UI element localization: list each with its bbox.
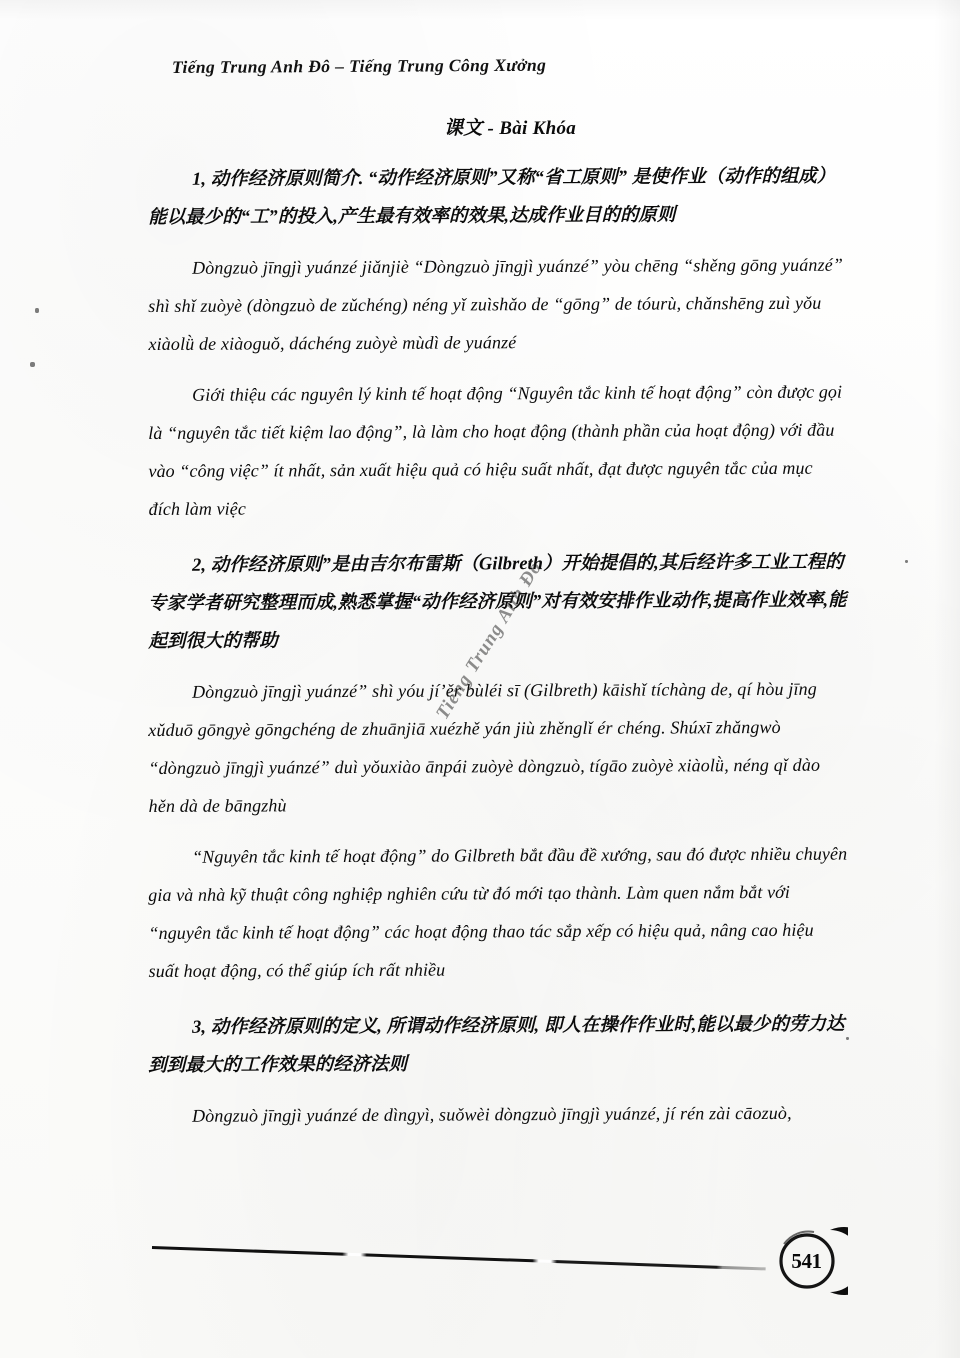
paragraph-vi-3: Giới thiệu các nguyên lý kinh tế hoạt động “Nguyên tắc kinh tế hoạt động” còn được gọi là “nguyên tắc tiết kiệm lao động”, là làm cho hoạt động (thành phần của hoạt động) với đầu vào “công việc” ít nhất, sản xuất hiệu quả có hiệu suất nhất, đạt được nguyên tắc của mục đích làm việc xyxy=(148,381,843,519)
page-number-ornament xyxy=(770,1222,848,1300)
page-number: 541 xyxy=(791,1248,822,1273)
paragraph-zh-4: 2, 动作经济原则”是由吉尔布雷斯（Gilbreth）开始提倡的,其后经许多工业工程的专家学者研究整理而成,熟悉掌握“动作经济原则”对有效安排作业动作,提高作业效率,能起到很大的帮助 xyxy=(148,551,847,651)
scan-speckle xyxy=(905,560,908,563)
running-header: Tiếng Trung Anh Đô – Tiếng Trung Công Xưởng xyxy=(171,54,547,77)
paragraph-zh-7: 3, 动作经济原则的定义, 所谓动作经济原则, 即人在操作作业时,能以最少的劳力达到到最大的工作效果的经济法则 xyxy=(148,1013,845,1075)
scan-shadow-right xyxy=(934,0,960,1358)
scan-speckle xyxy=(35,308,39,313)
body-text-column xyxy=(148,160,848,1148)
scan-shadow-top xyxy=(0,0,960,20)
paragraph-py-2: Dòngzuò jīngjì yuánzé jiǎnjiè “Dòngzuò jīngjì yuánzé” yòu chēng “shěng gōng yuánzé” shì shǐ zuòyè (dòngzuò de zǔchéng) néng yǐ zuìshǎo de “gōng” de tóurù, chǎnshēng zuì yǒu xiàolǜ de xiàoguǒ, dáchéng zuòyè mùdì de yuánzé xyxy=(148,254,844,354)
paragraph-py-8: Dòngzuò jīngjì yuánzé de dìngyì, suǒwèi dòngzuò jīngjì yuánzé, jí rén zài cāozuò, xyxy=(192,1102,792,1126)
paragraph-zh-1: 1, 动作经济原则简介. “动作经济原则”又称“省工原则” 是使作业（动作的组成）能以最少的“工”的投入,产生最有效率的效果,达成作业目的的原则 xyxy=(148,165,836,227)
watermark-text: Tiếng Trung Anh Đô xyxy=(432,557,547,724)
scan-speckle xyxy=(30,362,35,367)
footer-divider xyxy=(152,1246,766,1270)
page-title: 课文 - Bài Khóa xyxy=(443,118,577,139)
paragraph-vi-6: “Nguyên tắc kinh tế hoạt động” do Gilbreth bắt đầu đề xướng, sau đó được nhiều chuyên gia và nhà kỹ thuật công nghiệp nghiên cứu từ đó mới tạo thành. Làm quen nắm bắt với “nguyên tắc kinh tế hoạt động” các hoạt động thao tác sắp xếp có hiệu quả, nâng cao hiệu suất hoạt động, có thể giúp ích rất nhiều xyxy=(148,843,848,981)
paragraph-py-5: Dòngzuò jīngjì yuánzé” shì yóu jí’ěr bùléi sī (Gilbreth) kāishǐ tíchàng de, qí hòu jīng xǔduō gōngyè gōngchéng de zhuānjiā xuézhě yán jiù zhěnglǐ ér chéng. Shúxī zhǎngwò “dòngzuò jīngjì yuánzé” duì yǒuxiào ānpái zuòyè dòngzuò, tígāo zuòyè xiàolǜ, néng qǐ dào hěn dà de bāngzhù xyxy=(148,678,821,816)
